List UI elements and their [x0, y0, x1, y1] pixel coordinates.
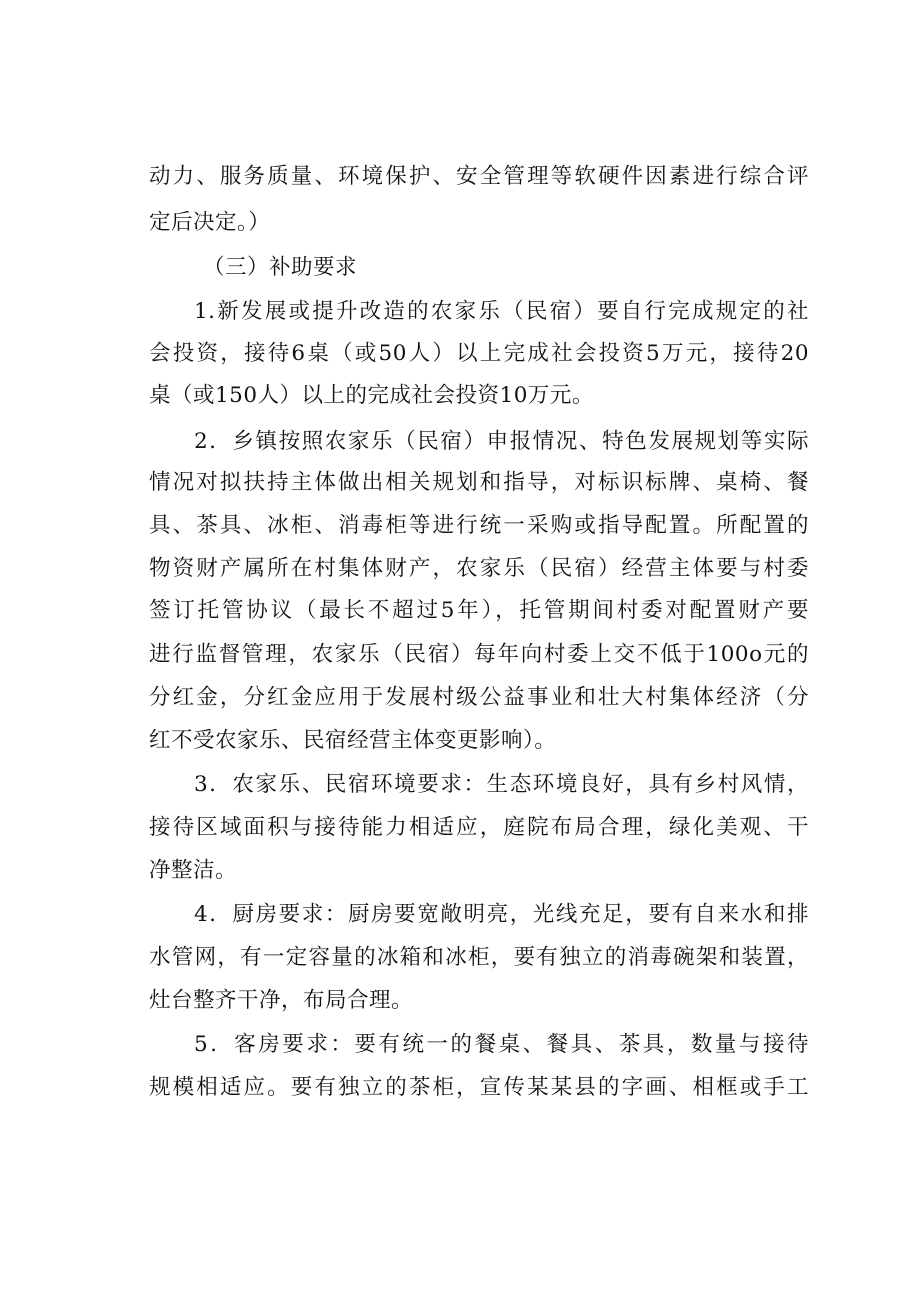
text-line-4: 1.新发展或提升改造的农家乐（民宿）要自行完成规定的社: [194, 299, 809, 324]
section-heading: （三）补助要求: [203, 255, 358, 280]
text-line-7: 2．乡镇按照农家乐（民宿）申报情况、特色发展规划等实际: [194, 429, 809, 454]
text-line-11: 签订托管协议（最长不超过5年），托管期间村委对配置财产要: [149, 598, 809, 623]
text-line-6: 桌（或150人）以上的完成社会投资10万元。: [149, 383, 594, 408]
text-line-12: 进行监督管理，农家乐（民宿）每年向村委上交不低于100o元的: [149, 642, 809, 667]
text-line-22: 规模相适应。要有独立的茶柜，宣传某某县的字画、相框或手工: [149, 1075, 809, 1100]
text-line-16: 接待区域面积与接待能力相适应，庭院布局合理，绿化美观、干: [149, 815, 809, 840]
text-line-14: 红不受农家乐、民宿经营主体变更影响）。: [149, 728, 557, 753]
text-line-10: 物资财产属所在村集体财产，农家乐（民宿）经营主体要与村委: [149, 556, 809, 581]
text-line-15: 3．农家乐、民宿环境要求：生态环境良好，具有乡村风情，: [194, 772, 809, 797]
text-line-13: 分红金，分红金应用于发展村级公益事业和壮大村集体经济（分: [149, 685, 809, 710]
text-line-9: 具、茶具、冰柜、消毒柜等进行统一采购或指导配置。所配置的: [149, 513, 809, 538]
text-line-19: 水管网，有一定容量的冰箱和冰柜，要有独立的消毒碗架和装置，: [149, 945, 809, 970]
text-line-18: 4．厨房要求：厨房要宽敞明亮，光线充足，要有自来水和排: [194, 902, 809, 927]
text-line-1: 动力、服务质量、环境保护、安全管理等软硬件因素进行综合评: [149, 164, 809, 189]
text-line-20: 灶台整齐干净，布局合理。: [149, 988, 414, 1013]
text-line-2: 定后决定。）: [149, 210, 271, 235]
text-line-17: 净整洁。: [149, 858, 238, 883]
text-line-21: 5．客房要求：要有统一的餐桌、餐具、茶具，数量与接待: [194, 1032, 809, 1057]
text-line-5: 会投资，接待6桌（或50人）以上完成社会投资5万元，接待20: [149, 341, 809, 366]
text-line-8: 情况对拟扶持主体做出相关规划和指导，对标识标牌、桌椅、餐: [149, 470, 809, 495]
